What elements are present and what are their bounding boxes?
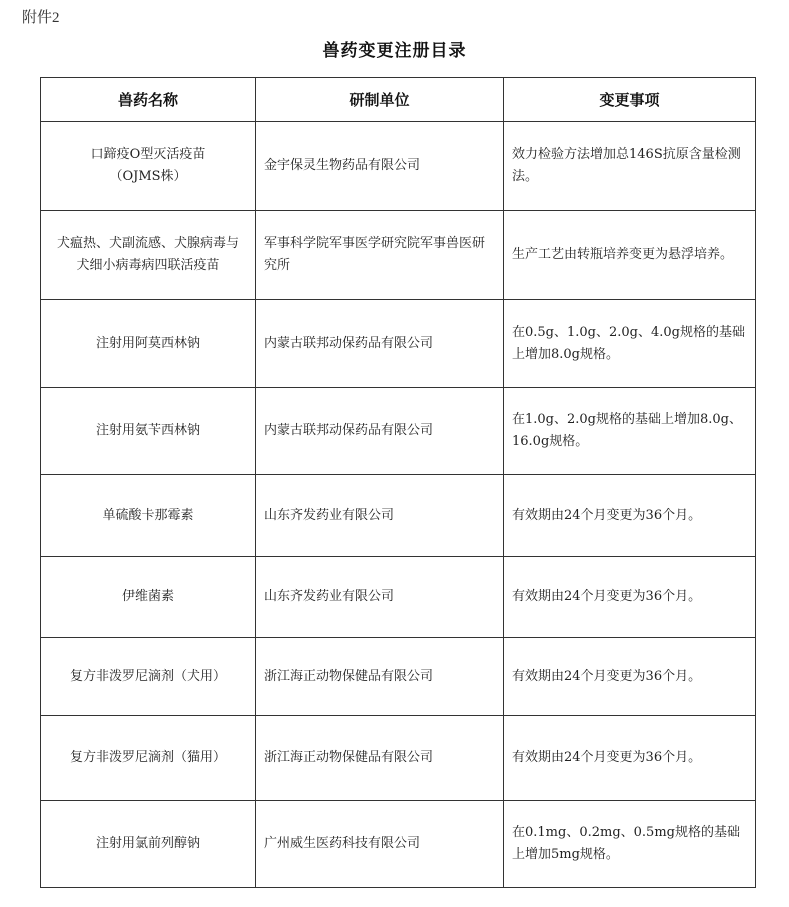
developer-cell: 金宇保灵生物药品有限公司 — [256, 122, 504, 211]
drug-name-line: 注射用氯前列醇钠 — [95, 836, 200, 851]
change-item-cell: 效力检验方法增加总146S抗原含量检测法。 — [504, 122, 756, 211]
developer-cell: 浙江海正动物保健品有限公司 — [256, 638, 504, 716]
table-row — [41, 716, 756, 801]
table-header-row — [41, 78, 756, 122]
drug-name-line: 伊维菌素 — [121, 589, 174, 604]
table-row — [41, 801, 756, 888]
drug-name-cell — [41, 801, 256, 888]
change-item-cell: 生产工艺由转瓶培养变更为悬浮培养。 — [504, 211, 756, 300]
attachment-label: 附件2 — [22, 10, 60, 26]
change-item-cell: 在1.0g、2.0g规格的基础上增加8.0g、16.0g规格。 — [504, 388, 756, 475]
drug-name-line: 口蹄疫O型灭活疫苗 — [90, 147, 206, 162]
drug-name-cell — [41, 716, 256, 801]
change-item-cell: 在0.1mg、0.2mg、0.5mg规格的基础上增加5mg规格。 — [504, 801, 756, 888]
drug-name-line: 注射用氨苄西林钠 — [95, 423, 200, 438]
drug-name-cell — [41, 300, 256, 388]
table-row — [41, 557, 756, 638]
column-header-developer: 研制单位 — [256, 78, 504, 122]
drug-name-cell — [41, 557, 256, 638]
change-item-cell: 有效期由24个月变更为36个月。 — [504, 716, 756, 801]
drug-name-line: 犬瘟热、犬副流感、犬腺病毒与 — [56, 236, 239, 251]
drug-name-cell — [41, 211, 256, 300]
change-item-cell: 在0.5g、1.0g、2.0g、4.0g规格的基础上增加8.0g规格。 — [504, 300, 756, 388]
drug-name-line: 犬细小病毒病四联活疫苗 — [76, 258, 220, 273]
drug-name-cell — [41, 475, 256, 557]
drug-name-line: （OJMS株） — [109, 169, 187, 184]
developer-cell: 内蒙古联邦动保药品有限公司 — [256, 388, 504, 475]
drug-name-line: 单硫酸卡那霉素 — [102, 507, 194, 523]
table-row — [41, 300, 756, 388]
table-row — [41, 475, 756, 557]
developer-cell: 浙江海正动物保健品有限公司 — [256, 716, 504, 801]
change-item-cell: 有效期由24个月变更为36个月。 — [504, 557, 756, 638]
change-item-cell: 有效期由24个月变更为36个月。 — [504, 638, 756, 716]
developer-cell: 山东齐发药业有限公司 — [256, 475, 504, 557]
drug-name-line: 注射用阿莫西林钠 — [95, 335, 200, 351]
drug-name-cell — [41, 122, 256, 211]
table-row — [41, 122, 756, 211]
developer-cell: 广州威生医药科技有限公司 — [256, 801, 504, 888]
developer-cell: 山东齐发药业有限公司 — [256, 557, 504, 638]
table-row — [41, 388, 756, 475]
registration-table — [40, 77, 756, 888]
table-row — [41, 211, 756, 300]
column-header-drug-name: 兽药名称 — [41, 78, 256, 122]
drug-name-cell — [41, 638, 256, 716]
document-title: 兽药变更注册目录 — [322, 41, 467, 61]
table-row — [41, 638, 756, 716]
developer-cell: 内蒙古联邦动保药品有限公司 — [256, 300, 504, 388]
column-header-change-item: 变更事项 — [504, 78, 756, 122]
drug-name-line: 复方非泼罗尼滴剂（猫用） — [69, 750, 226, 765]
drug-name-line: 复方非泼罗尼滴剂（犬用） — [69, 668, 226, 684]
change-item-cell: 有效期由24个月变更为36个月。 — [504, 475, 756, 557]
drug-name-cell — [41, 388, 256, 475]
developer-cell: 军事科学院军事医学研究院军事兽医研究所 — [256, 211, 504, 300]
